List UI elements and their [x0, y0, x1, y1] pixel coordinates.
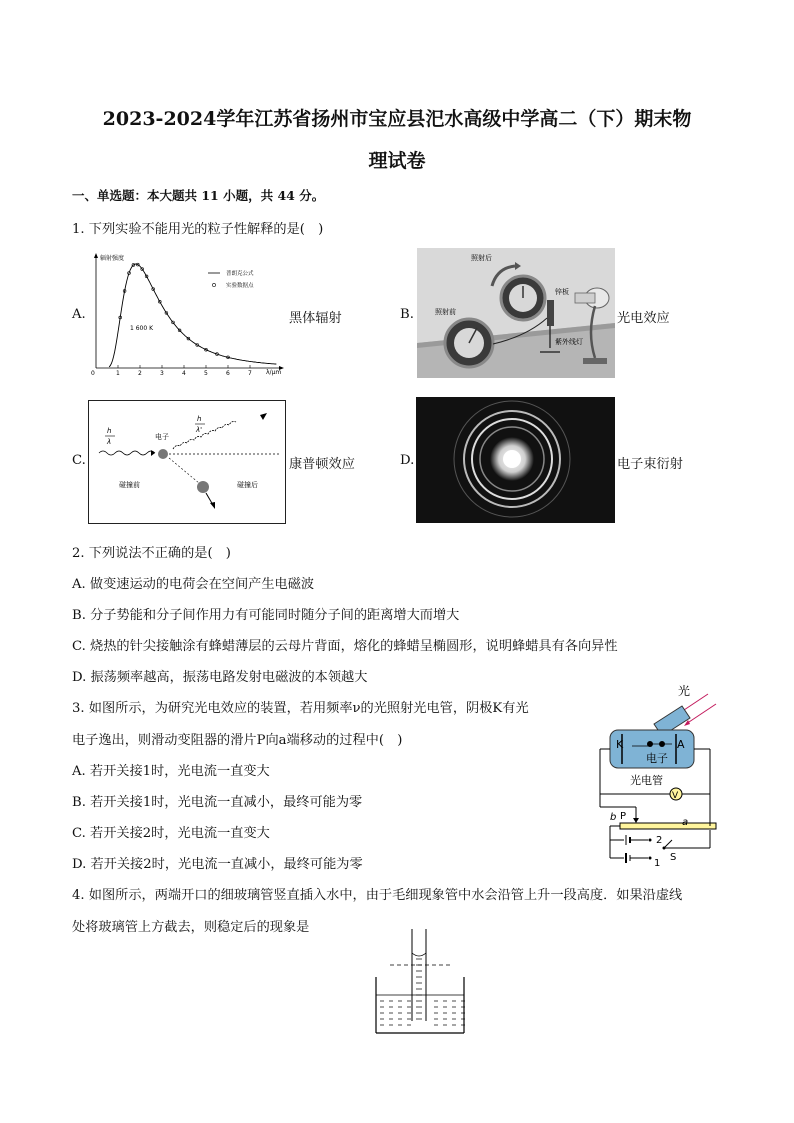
switch-s-label: S — [670, 852, 677, 863]
light-label: 光 — [678, 684, 691, 698]
q3-stem-line1: 3. 如图所示，为研究光电效应的装置，若用频率ν的光照射光电管，阴极K有光 — [72, 701, 529, 716]
blackbody-xlabel: λ/μm — [266, 369, 282, 376]
photocell-circuit-figure — [590, 680, 730, 866]
q1-stem: 1. 下列实验不能用光的粒子性解释的是( ) — [72, 222, 324, 237]
after-label: 照射后 — [471, 254, 492, 262]
temperature-label: 1 600 K — [130, 325, 154, 332]
q2-option-b: B. 分子势能和分子间作用力有可能同时随分子间的距离增大而增大 — [72, 608, 460, 623]
q3-option-d: D. 若开关接2时，光电流一直减小，最终可能为零 — [72, 857, 363, 872]
q4-stem-line2: 处将玻璃管上方截去，则稳定后的现象是 — [72, 920, 310, 935]
blackbody-ylabel: 辐射强度 — [100, 255, 125, 262]
photon-h: h — [107, 427, 112, 435]
photon2-lambda: λ' — [196, 426, 203, 434]
phototube-label: 光电管 — [630, 774, 663, 787]
x-tick-label: 4 — [182, 370, 186, 377]
legend-line-label: 普朗克公式 — [226, 271, 254, 277]
page-title-line1: 2023-2024学年江苏省扬州市宝应县汜水高级中学高二（下）期末物 — [102, 108, 692, 130]
q1-option-d-letter: D. — [400, 453, 415, 468]
x-tick-label: 7 — [248, 370, 252, 377]
cathode-label: K — [616, 738, 624, 751]
q1-option-c-letter: C. — [72, 453, 86, 468]
switch-pos-2: 2 — [656, 835, 663, 846]
q4-stem-line1: 4. 如图所示，两端开口的细玻璃管竖直插入水中，由于毛细现象管中水会沿管上升一段高度．如果沿虚线 — [72, 888, 683, 903]
zinc-plate-label: 锌板 — [555, 288, 569, 296]
voltmeter-label: V — [672, 791, 679, 801]
switch-pos-1: 1 — [654, 858, 661, 866]
q1-option-d-text: 电子束衍射 — [617, 457, 683, 472]
end-a-label: a — [682, 817, 689, 828]
slider-p-label: P — [620, 811, 627, 822]
photon2-h: h — [197, 415, 202, 423]
electron-label: 电子 — [155, 433, 169, 441]
q1-option-c-text: 康普顿效应 — [289, 457, 355, 472]
x-tick-label: 5 — [204, 370, 208, 377]
section-heading: 一、单选题：本大题共 11 小题，共 44 分。 — [72, 188, 325, 203]
q2-option-c: C. 烧热的针尖接触涂有蜂蜡薄层的云母片背面，熔化的蜂蜡呈椭圆形，说明蜂蜡具有各向异性 — [72, 639, 618, 654]
planck-curve — [109, 264, 276, 367]
uv-lamp-label: 紫外线灯 — [555, 338, 583, 346]
q1-option-b-text: 光电效应 — [617, 311, 670, 326]
blackbody-figure — [86, 250, 286, 378]
photon-lambda: λ — [107, 438, 112, 446]
q2-stem: 2. 下列说法不正确的是( ) — [72, 546, 231, 561]
q1-option-a-text: 黑体辐射 — [289, 311, 342, 326]
capillary-figure — [372, 925, 468, 1037]
end-b-label: b — [610, 812, 617, 823]
x-tick-label: 6 — [226, 370, 230, 377]
page-title-line2: 理试卷 — [368, 150, 426, 172]
q3-stem-line2: 电子逸出，则滑动变阻器的滑片P向a端移动的过程中( ) — [72, 733, 403, 748]
q1-option-a-letter: A. — [72, 307, 86, 322]
electron-label: 电子 — [646, 752, 668, 765]
anode-label: A — [677, 738, 685, 751]
x-tick-label: 1 — [116, 370, 120, 377]
electron-diffraction-figure — [416, 397, 615, 523]
q3-option-c: C. 若开关接2时，光电流一直变大 — [72, 826, 270, 841]
x-tick-label: 3 — [160, 370, 164, 377]
legend-dot-label: 实验数据点 — [226, 283, 254, 289]
x-tick-label: 2 — [138, 370, 142, 377]
q1-option-b-letter: B. — [400, 307, 414, 322]
origin-label: 0 — [91, 370, 95, 377]
after-collision-label: 碰撞后 — [237, 481, 258, 489]
before-collision-label: 碰撞前 — [119, 481, 140, 489]
compton-figure — [88, 400, 286, 524]
q3-option-b: B. 若开关接1时，光电流一直减小，最终可能为零 — [72, 795, 363, 810]
q2-option-d: D. 振荡频率越高，振荡电路发射电磁波的本领越大 — [72, 670, 368, 685]
q2-option-a: A. 做变速运动的电荷会在空间产生电磁波 — [72, 577, 315, 592]
q3-option-a: A. 若开关接1时，光电流一直变大 — [72, 764, 270, 779]
photoelectric-figure — [417, 248, 615, 378]
before-label: 照射前 — [435, 308, 456, 316]
